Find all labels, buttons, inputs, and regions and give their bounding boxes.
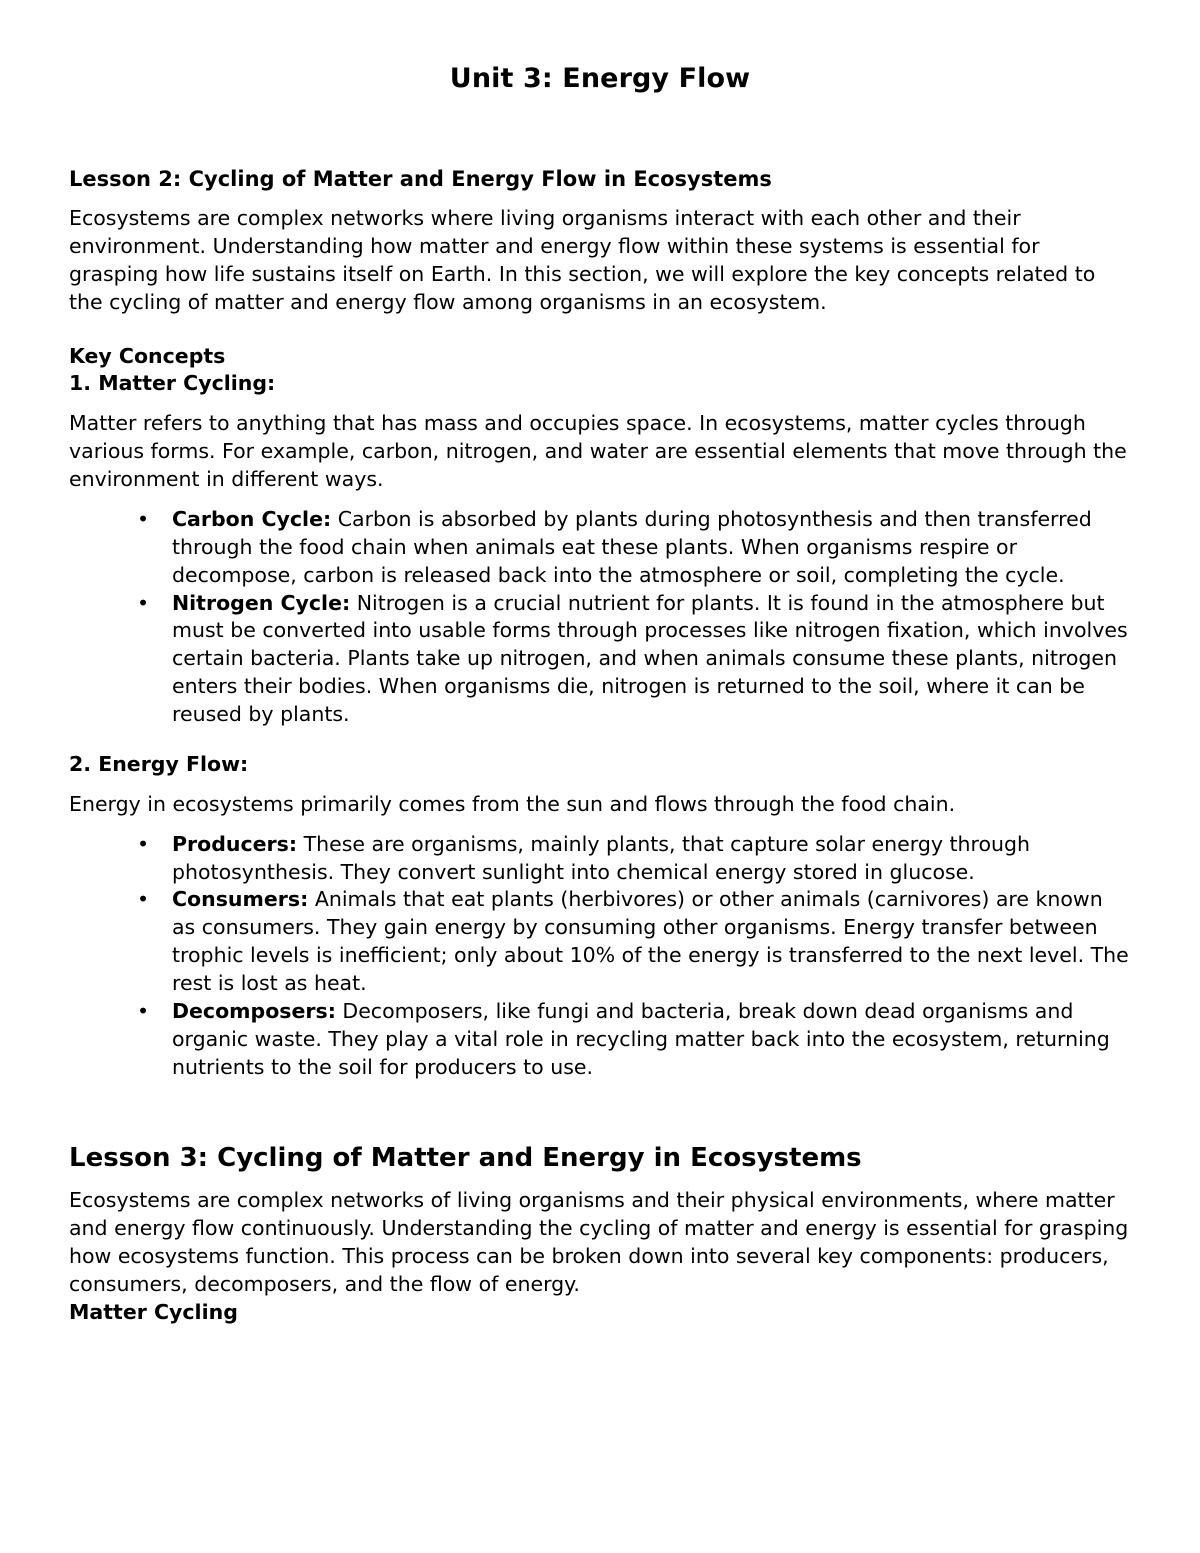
list-item-text: Nitrogen is a crucial nutrient for plants. It is found in the atmosphere but must be converted into usable forms through processes like nitrogen fixation, which involves certain bacteria. Plants take up nitrogen, and when animals consume these plants, nitrogen enters their bodies. When organisms die, nitrogen is returned to the soil, where it can be reused by plants. — [172, 590, 1128, 727]
list-item-term: Nitrogen Cycle: — [172, 590, 351, 615]
list-item-text: Decomposers, like fungi and bacteria, break down dead organisms and organic waste. They play a vital role in recycling matter back into the ecosystem, returning nutrients to the soil for producers to use. — [172, 998, 1110, 1079]
matter-cycling-bullet-list — [69, 494, 1131, 729]
section-spacer — [69, 729, 1131, 751]
matter-cycling-paragraph: Matter refers to anything that has mass and occupies space. In ecosystems, matter cycles through various forms. For example, carbon, nitrogen, and water are essential elements that move through the environment in different ways. — [69, 411, 1127, 492]
bullet-icon: • — [137, 590, 150, 615]
lesson2-heading: Lesson 2: Cycling of Matter and Energy Flow in Ecosystems — [69, 166, 772, 191]
list-item — [69, 506, 1131, 590]
list-item-text: These are organisms, mainly plants, that capture solar energy through photosynthesis. They convert sunlight into chemical energy stored in glucose. — [172, 831, 1031, 884]
list-item-term: Carbon Cycle: — [172, 506, 332, 531]
list-item-term: Decomposers: — [172, 998, 336, 1023]
lesson2-intro-paragraph: Ecosystems are complex networks where living organisms interact with each other and their environment. Understanding how matter and energy flow within these systems is essential for grasping how life sustains itself on Earth. In this section, we will explore the key concepts related to the cycling of matter and energy flow among organisms in an ecosystem. — [69, 206, 1096, 314]
energy-flow-heading: 2. Energy Flow: — [69, 751, 249, 776]
list-item — [69, 590, 1131, 729]
list-item — [69, 886, 1131, 998]
matter-cycling-heading: 1. Matter Cycling: — [69, 371, 276, 396]
lesson3-matter-cycling-heading: Matter Cycling — [69, 1299, 238, 1324]
energy-flow-bullet-list — [69, 819, 1131, 1082]
bullet-icon: • — [137, 506, 150, 531]
lesson3-heading: Lesson 3: Cycling of Matter and Energy in Ecosystems — [69, 1142, 862, 1173]
document-content — [69, 0, 1131, 1327]
list-item-term: Producers: — [172, 831, 298, 856]
page-title: Unit 3: Energy Flow — [449, 63, 751, 94]
list-item — [69, 998, 1131, 1082]
bullet-icon: • — [137, 831, 150, 856]
list-item — [69, 831, 1131, 887]
list-item-term: Consumers: — [172, 887, 309, 912]
energy-flow-paragraph: Energy in ecosystems primarily comes from the sun and flows through the food chain. — [69, 791, 956, 816]
list-item-text: Animals that eat plants (herbivores) or other animals (carnivores) are known as consumers. They gain energy by consuming other organisms. Energy transfer between trophic levels is inefficient; only about 10% of the energy is transferred to the next level. The rest is lost as heat. — [172, 887, 1129, 996]
lesson3-intro-paragraph: Ecosystems are complex networks of living organisms and their physical environments, where matter and energy flow continuously. Understanding the cycling of matter and energy is essential for grasping how ecosystems function. This process can be broken down into several key components: producers, consumers, decomposers, and the flow of energy. — [69, 1188, 1129, 1296]
list-item-text: Carbon is absorbed by plants during photosynthesis and then transferred through the food chain when animals eat these plants. When organisms respire or decompose, carbon is released back into the atmosphere or soil, completing the cycle. — [172, 506, 1092, 587]
bullet-icon: • — [137, 998, 150, 1023]
key-concepts-heading: Key Concepts — [69, 343, 226, 368]
bullet-icon: • — [137, 887, 150, 912]
